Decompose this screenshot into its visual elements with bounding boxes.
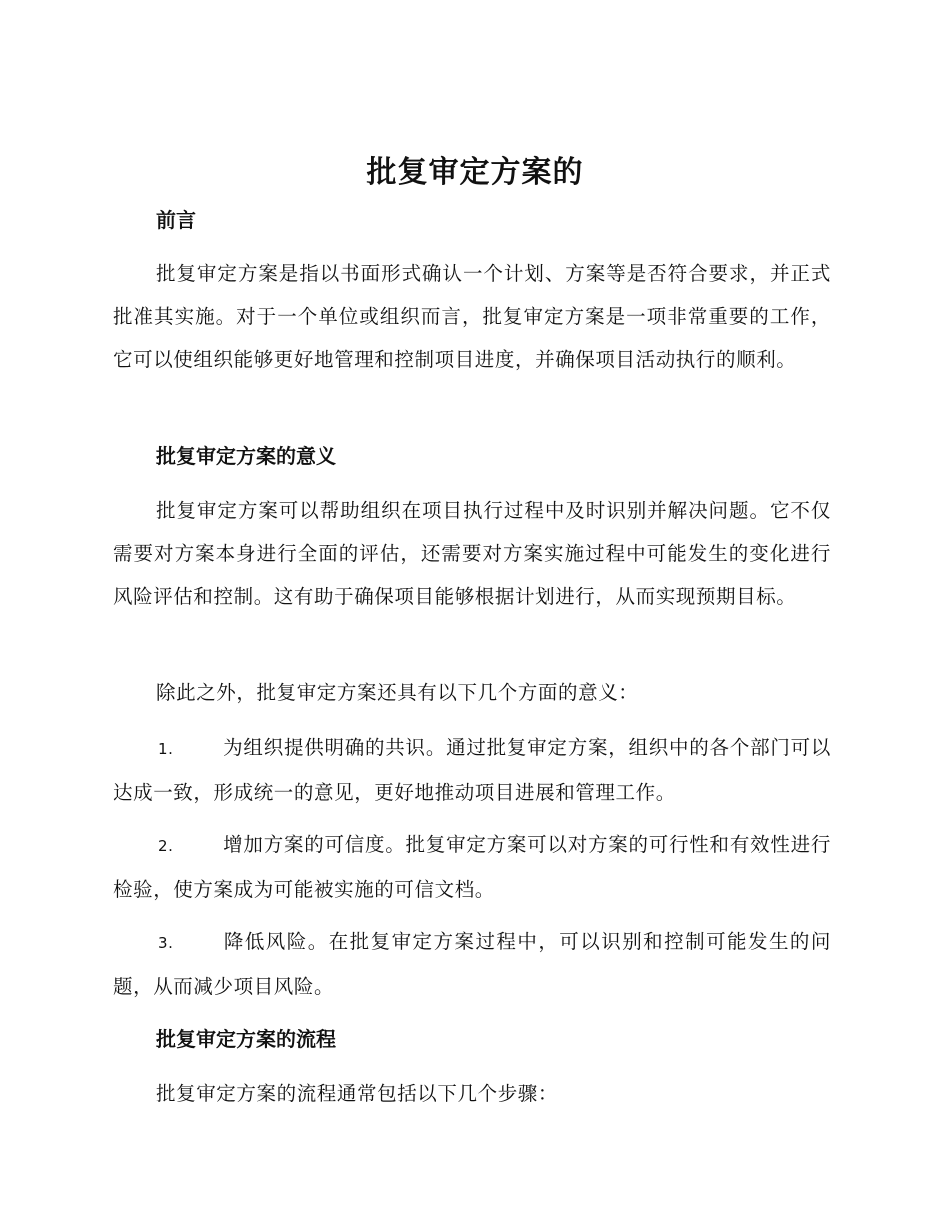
list-item: [113, 726, 831, 814]
list-item-number: 3.: [158, 934, 174, 952]
paragraph-preface: 批复审定方案是指以书面形式确认一个计划、方案等是否符合要求，并正式批准其实施。对于一个单位或组织而言，批复审定方案是一项非常重要的工作，它可以使组织能够更好地管理和控制项目进度，并确保项目活动执行的顺利。: [113, 262, 831, 371]
paragraph-process: 批复审定方案的流程通常包括以下几个步骤：: [156, 1082, 559, 1105]
list-item: [113, 823, 831, 911]
list-item-number: 2.: [158, 837, 174, 855]
list-item-number: 1.: [158, 740, 174, 758]
section-heading-preface: 前言: [156, 208, 196, 232]
list-item: [113, 920, 831, 1008]
list-item-text: 降低风险。在批复审定方案过程中，可以识别和控制可能发生的问题，从而减少项目风险。: [113, 930, 831, 998]
section-heading-meaning: 批复审定方案的意义: [156, 444, 336, 468]
paragraph-meaning-intro: 除此之外，批复审定方案还具有以下几个方面的意义：: [156, 681, 639, 704]
paragraph-meaning: 批复审定方案可以帮助组织在项目执行过程中及时识别并解决问题。它不仅需要对方案本身进行全面的评估，还需要对方案实施过程中可能发生的变化进行风险评估和控制。这有助于确保项目能够根据计划进行，从而实现预期目标。: [113, 499, 831, 608]
list-item-text: 增加方案的可信度。批复审定方案可以对方案的可行性和有效性进行检验，使方案成为可能被实施的可信文档。: [113, 833, 831, 901]
list-item-text: 为组织提供明确的共识。通过批复审定方案，组织中的各个部门可以达成一致，形成统一的意见，更好地推动项目进展和管理工作。: [113, 736, 831, 804]
document-title: 批复审定方案的: [366, 155, 584, 190]
section-heading-process: 批复审定方案的流程: [156, 1027, 336, 1051]
